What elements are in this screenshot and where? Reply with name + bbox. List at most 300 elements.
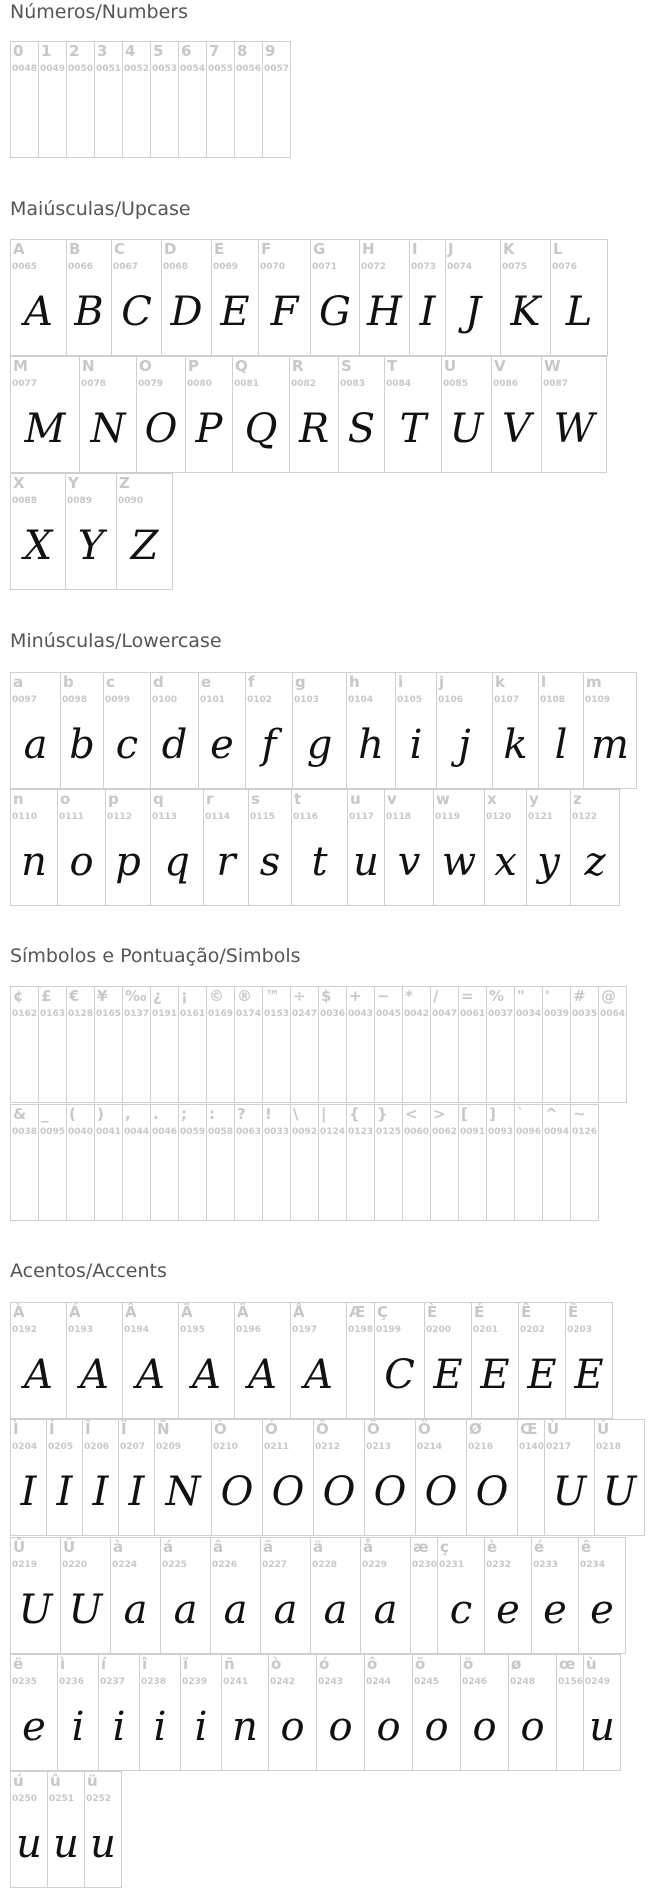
glyph-char-label: ù [586, 1655, 597, 1673]
glyph-cell [458, 1104, 487, 1221]
glyph-char-label: ¢ [13, 987, 24, 1005]
glyph-sample: B [74, 289, 104, 335]
glyph-code-label: 0091 [460, 1127, 486, 1137]
glyph-code-label: 0123 [348, 1127, 374, 1137]
glyph-code-label: 0213 [366, 1442, 392, 1452]
glyph-char-label: j [439, 673, 445, 691]
glyph-cell [291, 789, 348, 906]
glyph-cell [38, 1104, 67, 1221]
glyph-sample: n [21, 839, 47, 885]
glyph-code-label: 0057 [264, 64, 290, 74]
glyph-cell [60, 1537, 111, 1654]
glyph-char-label: I [412, 240, 418, 258]
glyph-cell [492, 672, 539, 789]
glyph-cell [116, 473, 173, 590]
glyph-char-label: 3 [97, 42, 108, 60]
glyph-code-label: 0235 [12, 1677, 38, 1687]
glyph-char-label: ¿ [153, 987, 162, 1005]
glyph-char-label: 8 [237, 42, 248, 60]
glyph-sample: o [69, 839, 94, 885]
glyph-code-label: 0045 [376, 1009, 402, 1019]
glyph-cell [150, 41, 179, 158]
glyph-code-label: 0072 [361, 262, 387, 272]
glyph-cell [436, 672, 493, 789]
glyph-char-label: ! [265, 1105, 272, 1123]
glyph-sample: e [590, 1587, 614, 1633]
glyph-sample: i [71, 1704, 85, 1750]
glyph-cell [500, 239, 551, 356]
glyph-code-label: 0246 [462, 1677, 488, 1687]
glyph-code-label: 0153 [264, 1009, 290, 1019]
glyph-cell [542, 986, 571, 1103]
glyph-code-label: 0076 [552, 262, 578, 272]
glyph-char-label: 7 [209, 42, 220, 60]
glyph-sample: o [328, 1704, 353, 1750]
glyph-code-label: 0113 [152, 812, 178, 822]
glyph-char-label: f [248, 673, 255, 691]
glyph-cell [206, 41, 235, 158]
glyph-code-label: 0089 [67, 496, 93, 506]
glyph-cell [47, 1771, 85, 1888]
glyph-code-label: 0140 [519, 1442, 545, 1452]
glyph-sample: g [306, 722, 333, 768]
glyph-char-label: ú [13, 1772, 24, 1790]
glyph-char-label: * [405, 987, 413, 1005]
glyph-cell [484, 789, 527, 906]
glyph-cell [517, 1419, 545, 1536]
glyph-cell [136, 356, 186, 473]
glyph-sample: s [259, 839, 281, 885]
glyph-sample: U [552, 1469, 587, 1515]
glyph-sample: M [24, 406, 66, 452]
glyph-cell [79, 356, 137, 473]
glyph-sample: O [271, 1469, 305, 1515]
glyph-cell [409, 239, 446, 356]
glyph-cell [66, 41, 95, 158]
section-heading: Números/Numbers [10, 1, 188, 23]
glyph-char-label: Ë [568, 1303, 579, 1321]
glyph-char-label: Ù [547, 1420, 560, 1438]
glyph-cell [94, 986, 123, 1103]
glyph-code-label: 0098 [62, 695, 88, 705]
glyph-cell [10, 1537, 61, 1654]
glyph-code-label: 0047 [432, 1009, 458, 1019]
glyph-char-label: Y [68, 474, 79, 492]
glyph-cell [10, 473, 66, 590]
glyph-cell [10, 986, 39, 1103]
glyph-code-label: 0237 [100, 1677, 126, 1687]
glyph-sample: o [376, 1704, 401, 1750]
glyph-sample: U [18, 1587, 53, 1633]
glyph-char-label: r [206, 790, 214, 808]
glyph-char-label: Ä [237, 1303, 249, 1321]
glyph-char-label: ò [271, 1655, 282, 1673]
glyph-cell [210, 1537, 261, 1654]
glyph-cell [415, 1419, 467, 1536]
glyph-sample: J [464, 289, 482, 335]
glyph-char-label: Í [49, 1420, 55, 1438]
glyph-char-label: Ú [597, 1420, 610, 1438]
glyph-code-label: 0137 [124, 1009, 150, 1019]
glyph-cell [290, 1302, 347, 1419]
glyph-sample: a [123, 1587, 148, 1633]
glyph-code-label: 0078 [81, 379, 107, 389]
glyph-char-label: Ñ [157, 1420, 170, 1438]
glyph-cell [65, 473, 117, 590]
section-heading: Acentos/Accents [10, 1260, 167, 1282]
glyph-sample: e [496, 1587, 520, 1633]
glyph-code-label: 0103 [294, 695, 320, 705]
glyph-char-label: Û [13, 1538, 26, 1556]
glyph-sample: G [319, 289, 351, 335]
glyph-code-label: 0108 [540, 695, 566, 705]
section-heading: Minúsculas/Lowercase [10, 630, 222, 652]
glyph-code-label: 0219 [12, 1560, 38, 1570]
glyph-cell [433, 789, 485, 906]
glyph-code-label: 0217 [546, 1442, 572, 1452]
glyph-code-label: 0196 [236, 1325, 262, 1335]
glyph-cell [583, 1654, 621, 1771]
glyph-char-label: q [153, 790, 164, 808]
glyph-sample: o [424, 1704, 449, 1750]
glyph-sample: U [68, 1587, 103, 1633]
glyph-code-label: 0245 [414, 1677, 440, 1687]
glyph-code-label: 0115 [250, 812, 276, 822]
glyph-code-label: 0124 [320, 1127, 346, 1137]
glyph-char-label: D [164, 240, 177, 258]
glyph-char-label: T [387, 357, 398, 375]
glyph-code-label: 0099 [105, 695, 131, 705]
glyph-char-label: Œ [520, 1420, 538, 1438]
glyph-sample: m [591, 722, 629, 768]
glyph-char-label: s [251, 790, 260, 808]
glyph-code-label: 0102 [247, 695, 273, 705]
glyph-char-label: p [108, 790, 119, 808]
glyph-cell [57, 789, 106, 906]
glyph-char-label: Ï [121, 1420, 127, 1438]
glyph-cell [178, 1302, 235, 1419]
glyph-code-label: 0056 [236, 64, 262, 74]
glyph-code-label: 0126 [572, 1127, 598, 1137]
glyph-char-label: t [294, 790, 302, 808]
glyph-cell [316, 1654, 365, 1771]
glyph-char-label: ü [87, 1772, 98, 1790]
glyph-char-label: > [433, 1105, 446, 1123]
glyph-cell [234, 1302, 291, 1419]
glyph-char-label: a [13, 673, 24, 691]
glyph-sample: A [24, 289, 53, 335]
glyph-char-label: Î [85, 1420, 91, 1438]
glyph-code-label: 0156 [558, 1677, 584, 1687]
glyph-cell [578, 1537, 626, 1654]
glyph-code-label: 0096 [516, 1127, 542, 1137]
glyph-char-label: © [209, 987, 224, 1005]
glyph-code-label: 0051 [96, 64, 122, 74]
glyph-sample: o [472, 1704, 497, 1750]
glyph-cell [430, 986, 459, 1103]
glyph-sample: i [112, 1704, 126, 1750]
glyph-sample: T [399, 406, 427, 452]
glyph-code-label: 0064 [600, 1009, 626, 1019]
glyph-cell [57, 1654, 99, 1771]
glyph-char-label: 9 [265, 42, 276, 60]
glyph-code-label: 0239 [182, 1677, 208, 1687]
glyph-cell [248, 789, 292, 906]
glyph-code-label: 0055 [208, 64, 234, 74]
glyph-cell [178, 41, 207, 158]
glyph-cell [10, 1419, 47, 1536]
glyph-code-label: 0241 [223, 1677, 249, 1687]
glyph-cell [346, 1104, 375, 1221]
glyph-cell [402, 986, 431, 1103]
glyph-char-label: _ [41, 1105, 49, 1123]
glyph-code-label: 0109 [585, 695, 611, 705]
glyph-code-label: 0069 [213, 262, 239, 272]
glyph-code-label: 0107 [494, 695, 520, 705]
glyph-cell [60, 672, 104, 789]
glyph-char-label: w [436, 790, 450, 808]
glyph-char-label: œ [559, 1655, 576, 1673]
glyph-code-label: 0110 [12, 812, 38, 822]
glyph-sample: A [24, 1352, 53, 1398]
glyph-sample: D [170, 289, 203, 335]
glyph-char-label: Æ [349, 1303, 366, 1321]
glyph-sample: O [220, 1469, 254, 1515]
glyph-char-label: x [487, 790, 497, 808]
glyph-sample: n [232, 1704, 258, 1750]
glyph-sample: a [323, 1587, 348, 1633]
glyph-code-label: 0119 [435, 812, 461, 822]
glyph-char-label: L [553, 240, 563, 258]
glyph-cell [10, 1771, 48, 1888]
glyph-code-label: 0234 [580, 1560, 606, 1570]
glyph-cell [10, 1302, 67, 1419]
glyph-char-label: à [113, 1538, 124, 1556]
glyph-char-label: ( [69, 1105, 76, 1123]
glyph-cell [338, 356, 385, 473]
glyph-cell [66, 239, 112, 356]
glyph-cell [160, 1537, 211, 1654]
glyph-sample: u [353, 839, 379, 885]
glyph-code-label: 0054 [180, 64, 206, 74]
glyph-char-label: 5 [153, 42, 164, 60]
glyph-code-label: 0248 [510, 1677, 536, 1687]
glyph-cell [508, 1654, 557, 1771]
glyph-code-label: 0169 [208, 1009, 234, 1019]
glyph-code-label: 0050 [68, 64, 94, 74]
glyph-sample: O [424, 1469, 458, 1515]
glyph-code-label: 0105 [397, 695, 423, 705]
glyph-sample: i [409, 722, 423, 768]
glyph-char-label: [ [461, 1105, 468, 1123]
glyph-code-label: 0162 [12, 1009, 38, 1019]
glyph-char-label: á [163, 1538, 174, 1556]
glyph-sample: h [358, 722, 384, 768]
glyph-sample: X [23, 523, 53, 569]
glyph-char-label: ä [313, 1538, 324, 1556]
glyph-cell [544, 1419, 595, 1536]
glyph-code-label: 0088 [12, 496, 38, 506]
glyph-code-label: 0199 [376, 1325, 402, 1335]
glyph-code-label: 0198 [348, 1325, 374, 1335]
glyph-cell [150, 789, 204, 906]
glyph-char-label: Å [293, 1303, 305, 1321]
glyph-code-label: 0197 [292, 1325, 318, 1335]
glyph-cell [541, 356, 607, 473]
glyph-char-label: − [377, 987, 390, 1005]
glyph-char-label: H [362, 240, 375, 258]
glyph-char-label: \ [293, 1105, 299, 1123]
glyph-char-label: ; [181, 1105, 187, 1123]
glyph-cell [150, 672, 199, 789]
glyph-cell [122, 986, 151, 1103]
glyph-cell [198, 672, 246, 789]
glyph-code-label: 0083 [340, 379, 366, 389]
glyph-char-label: d [153, 673, 164, 691]
glyph-cell [360, 1537, 411, 1654]
glyph-cell [38, 41, 67, 158]
glyph-code-label: 0086 [493, 379, 519, 389]
glyph-code-label: 0224 [112, 1560, 138, 1570]
glyph-cell [105, 789, 151, 906]
glyph-cell [290, 986, 319, 1103]
glyph-cell [122, 41, 151, 158]
glyph-cell [10, 672, 61, 789]
glyph-char-label: 6 [181, 42, 192, 60]
glyph-cell [178, 986, 207, 1103]
glyph-sample: l [554, 722, 568, 768]
glyph-cell [570, 986, 599, 1103]
glyph-char-label: k [495, 673, 505, 691]
glyph-sample: b [69, 722, 95, 768]
glyph-char-label: z [573, 790, 582, 808]
glyph-code-label: 0252 [86, 1794, 112, 1804]
glyph-char-label: ¡ [181, 987, 188, 1005]
glyph-cell [346, 672, 396, 789]
glyph-char-label: Ò [214, 1420, 227, 1438]
glyph-char-label: 4 [125, 42, 136, 60]
glyph-char-label: B [69, 240, 81, 258]
glyph-char-label: F [261, 240, 272, 258]
glyph-cell [384, 789, 434, 906]
glyph-char-label: Ã [181, 1303, 193, 1321]
glyph-char-label: ÷ [293, 987, 306, 1005]
glyph-code-label: 0225 [162, 1560, 188, 1570]
glyph-char-label: y [529, 790, 539, 808]
glyph-char-label: : [209, 1105, 215, 1123]
glyph-code-label: 0073 [411, 262, 437, 272]
glyph-cell [290, 1104, 319, 1221]
glyph-cell [262, 1419, 314, 1536]
glyph-cell [161, 239, 212, 356]
section-heading: Símbolos e Pontuação/Simbols [10, 945, 301, 967]
glyph-char-label: X [13, 474, 25, 492]
glyph-cell [570, 1104, 599, 1221]
glyph-code-label: 0074 [447, 262, 473, 272]
glyph-code-label: 0210 [213, 1442, 239, 1452]
glyph-code-label: 0035 [572, 1009, 598, 1019]
glyph-sample: N [90, 406, 126, 452]
glyph-char-label: Ô [316, 1420, 329, 1438]
glyph-cell [82, 1419, 119, 1536]
glyph-code-label: 0218 [596, 1442, 622, 1452]
glyph-char-label: g [295, 673, 306, 691]
glyph-char-label: ™ [265, 987, 280, 1005]
glyph-char-label: . [153, 1105, 159, 1123]
glyph-code-label: 0070 [260, 262, 286, 272]
glyph-char-label: À [13, 1303, 25, 1321]
glyph-sample: C [121, 289, 152, 335]
glyph-code-label: 0220 [62, 1560, 88, 1570]
glyph-cell [232, 356, 290, 473]
glyph-cell [10, 1104, 39, 1221]
glyph-cell [364, 1654, 413, 1771]
glyph-char-label: è [487, 1538, 498, 1556]
glyph-cell [211, 1419, 263, 1536]
glyph-char-label: É [474, 1303, 485, 1321]
glyph-sample: O [475, 1469, 509, 1515]
glyph-char-label: o [60, 790, 71, 808]
glyph-code-label: 0042 [404, 1009, 430, 1019]
glyph-sample: q [164, 839, 190, 885]
glyph-cell [402, 1104, 431, 1221]
glyph-char-label: U [444, 357, 457, 375]
glyph-code-label: 0090 [118, 496, 144, 506]
glyph-cell [10, 789, 58, 906]
glyph-char-label: æ [413, 1538, 429, 1556]
glyph-sample: r [216, 839, 236, 885]
glyph-code-label: 0067 [113, 262, 139, 272]
glyph-sample: e [210, 722, 234, 768]
glyph-sample: e [22, 1704, 46, 1750]
glyph-code-label: 0082 [291, 379, 317, 389]
glyph-code-label: 0071 [312, 262, 338, 272]
glyph-code-label: 0251 [49, 1794, 75, 1804]
glyph-cell [245, 672, 293, 789]
glyph-sample: c [449, 1587, 473, 1633]
glyph-code-label: 0203 [567, 1325, 593, 1335]
glyph-char-label: N [82, 357, 95, 375]
glyph-code-label: 0034 [516, 1009, 542, 1019]
glyph-cell [374, 1104, 403, 1221]
glyph-char-label: Â [125, 1303, 137, 1321]
glyph-code-label: 0201 [473, 1325, 499, 1335]
glyph-code-label: 0211 [264, 1442, 290, 1452]
glyph-char-label: ñ [224, 1655, 235, 1673]
glyph-code-label: 0095 [40, 1127, 66, 1137]
glyph-sample: I [128, 1469, 145, 1515]
glyph-char-label: Ø [469, 1420, 482, 1438]
glyph-code-label: 0204 [12, 1442, 38, 1452]
glyph-char-label: " [517, 987, 525, 1005]
glyph-sample: A [304, 1352, 333, 1398]
glyph-char-label: + [349, 987, 362, 1005]
glyph-char-label: ? [237, 1105, 246, 1123]
glyph-char-label: € [69, 987, 80, 1005]
glyph-code-label: 0206 [84, 1442, 110, 1452]
glyph-char-label: ~ [573, 1105, 586, 1123]
glyph-sample: I [419, 289, 436, 335]
glyph-cell [234, 986, 263, 1103]
glyph-code-label: 0033 [264, 1127, 290, 1137]
glyph-code-label: 0238 [141, 1677, 167, 1687]
glyph-code-label: 0059 [180, 1127, 206, 1137]
glyph-sample: W [553, 406, 595, 452]
glyph-code-label: 0093 [488, 1127, 514, 1137]
glyph-code-label: 0104 [348, 695, 374, 705]
glyph-code-label: 0040 [68, 1127, 94, 1137]
glyph-sample: F [270, 289, 299, 335]
